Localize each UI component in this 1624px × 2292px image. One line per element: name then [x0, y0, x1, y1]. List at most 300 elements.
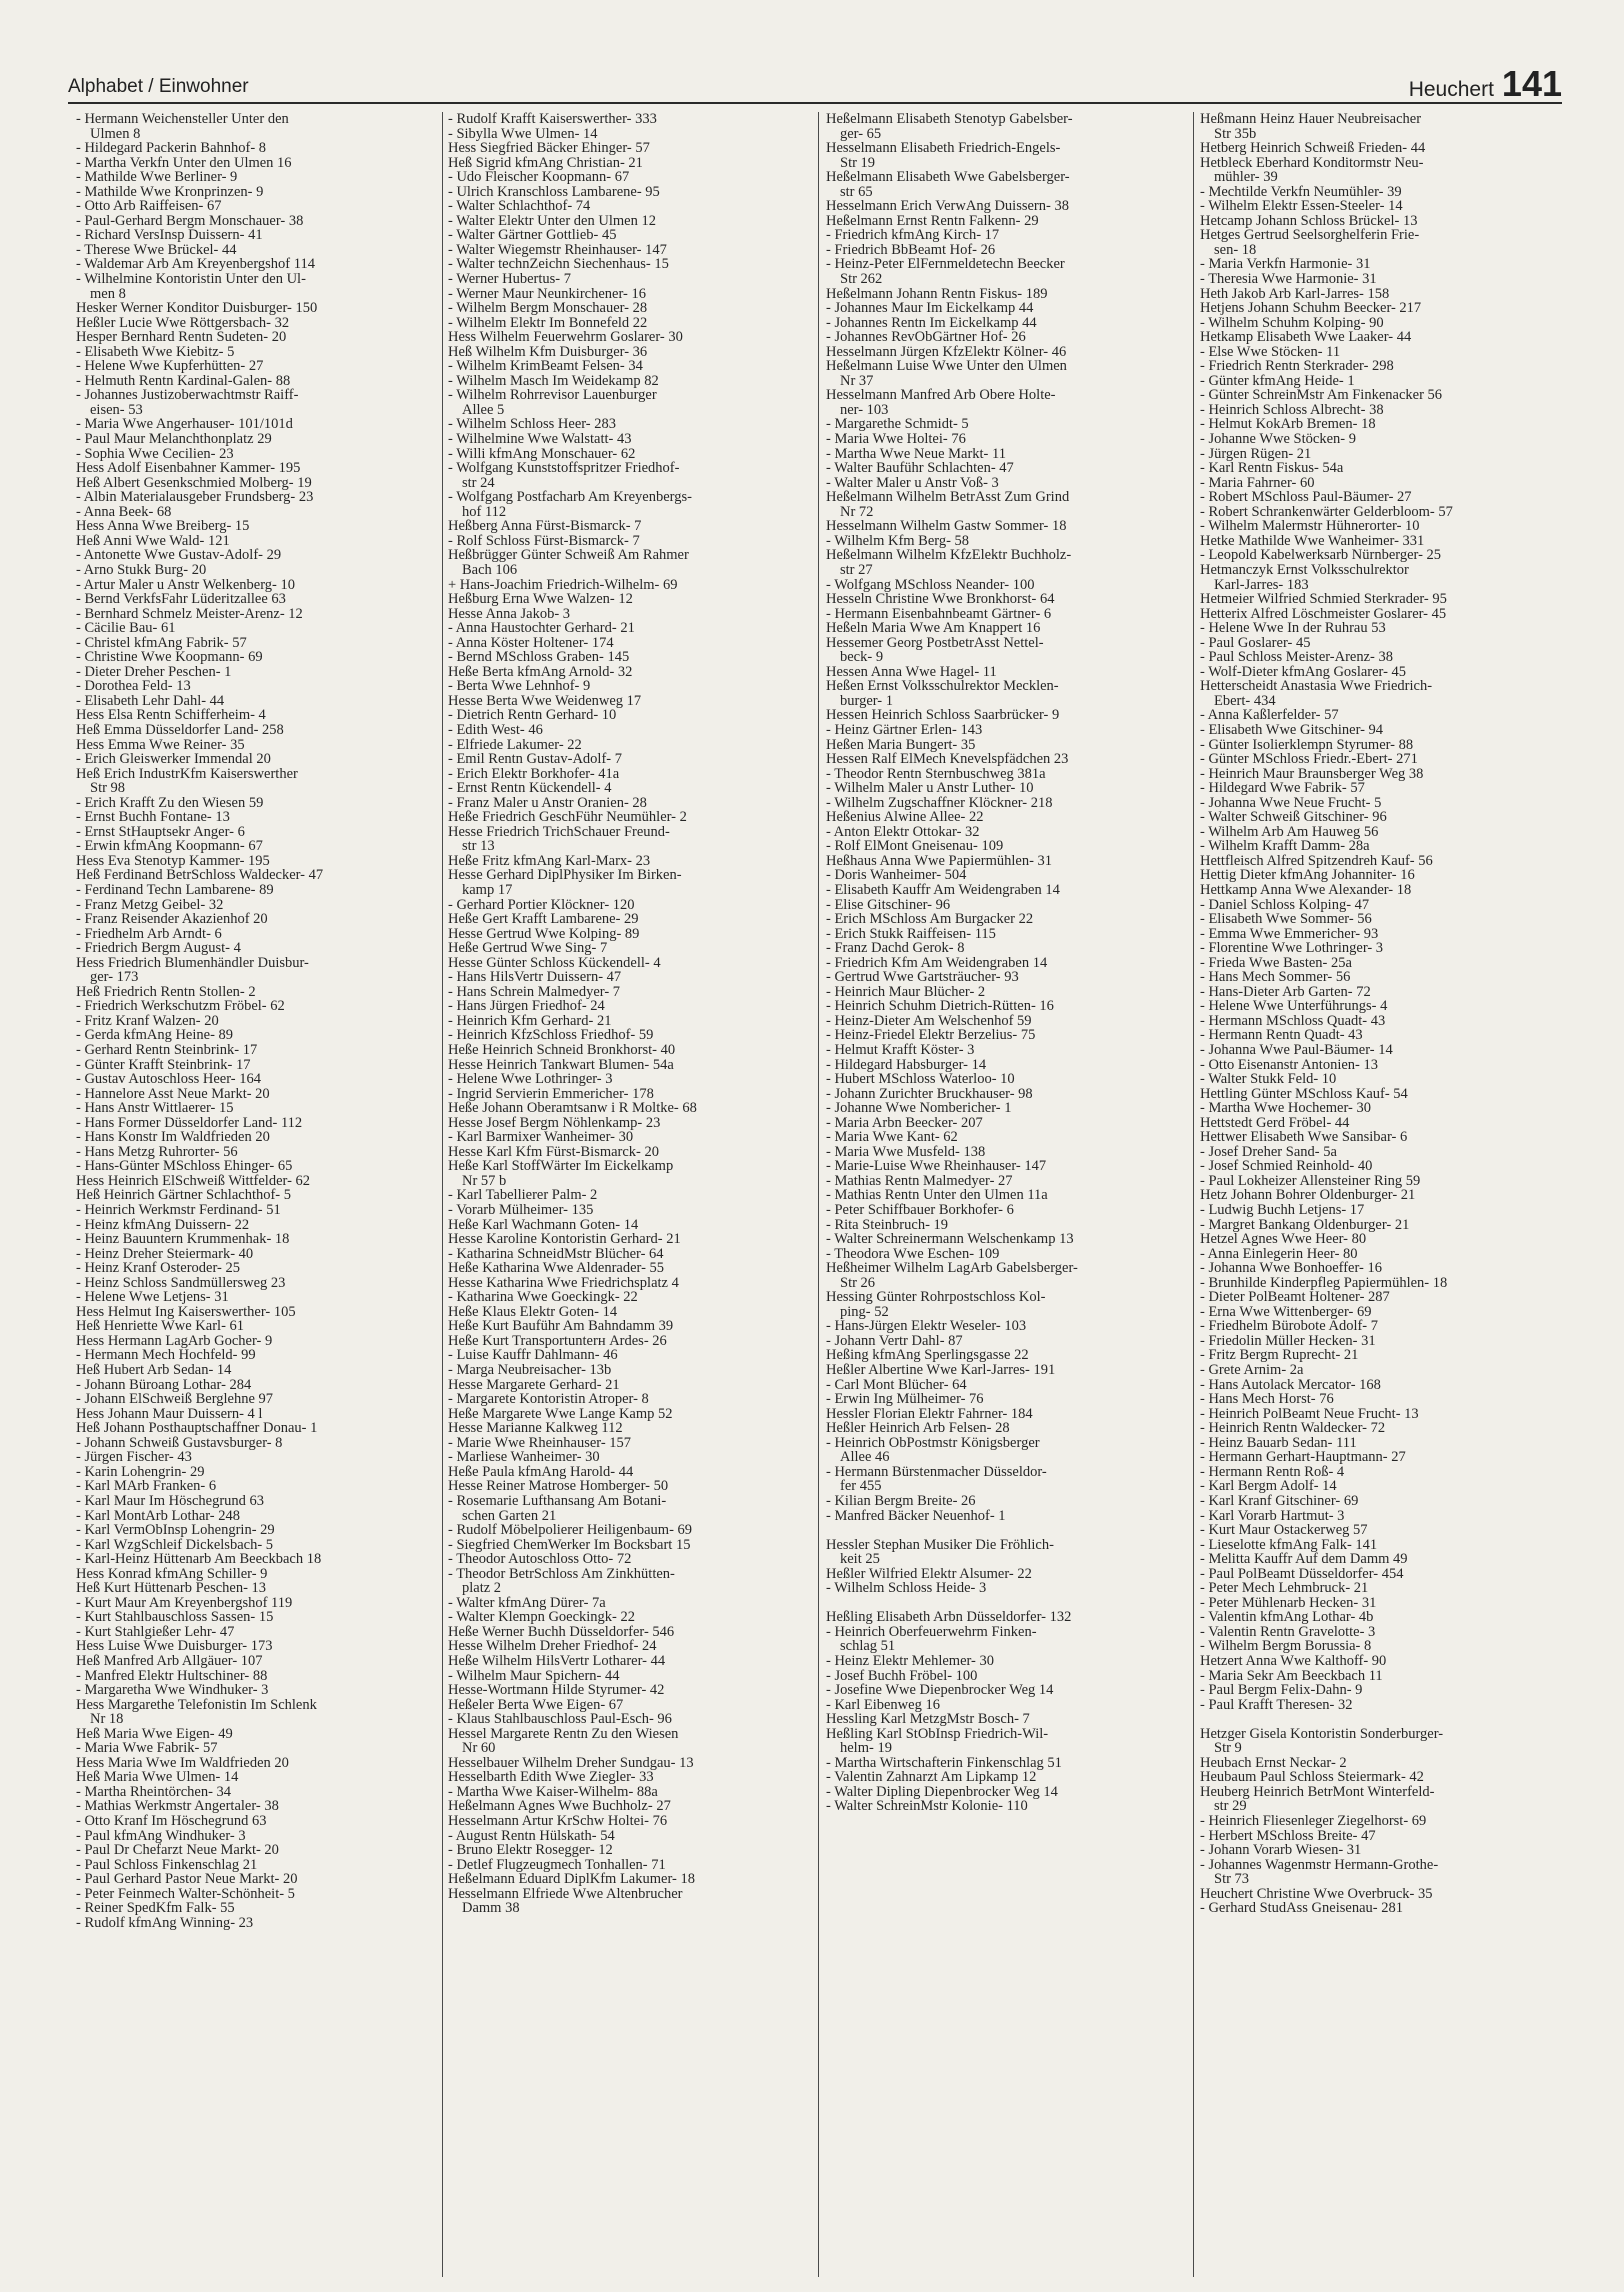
directory-entry: Hetbleck Eberhard Konditormstr Neu-	[1200, 155, 1424, 171]
directory-entry: - Josefine Wwe Diepenbrocker Weg 14	[826, 1683, 1054, 1698]
directory-entry: - Willi kfmAng Monschauer- 62	[448, 446, 636, 462]
directory-entry: - Detlef Flugzeugmech Tonhallen- 71	[448, 1857, 666, 1873]
directory-entry: - Hans-Jürgen Elektr Weseler- 103	[826, 1319, 1027, 1334]
directory-entry: Hesse Reiner Matrose Homberger- 50	[448, 1479, 669, 1494]
directory-entry: - Rita Steinbruch- 19	[826, 1217, 949, 1233]
directory-entry: - Ulrich Kranschloss Lambarene- 95	[448, 184, 660, 200]
entry-continuation: Bach 106	[462, 562, 518, 578]
entry-continuation: Str 262	[840, 272, 883, 287]
directory-entry: - Katharina Wwe Goeckingk- 22	[448, 1290, 638, 1305]
directory-entry: Heubaum Paul Schloss Steiermark- 42	[1200, 1770, 1424, 1785]
directory-entry: Heßmann Heinz Hauer Neubreisacher	[1200, 112, 1422, 127]
directory-entry: - Herbert MSchloss Breite- 47	[1200, 1828, 1376, 1844]
directory-entry: Heßelmann Johann Rentn Fiskus- 189	[826, 286, 1048, 302]
directory-entry: - Daniel Schloss Kolping- 47	[1200, 897, 1370, 913]
directory-entry: - Ernst Buchh Fontane- 13	[76, 810, 230, 825]
directory-entry: - Sibylla Wwe Ulmen- 14	[448, 126, 598, 142]
directory-entry: Hetkamp Elisabeth Wwe Laaker- 44	[1200, 330, 1412, 345]
directory-entry: Hesselbauer Wilhelm Dreher Sundgau- 13	[448, 1755, 694, 1771]
directory-entry: - Maria Wwe Holtei- 76	[826, 432, 966, 447]
directory-entry: - Karl MArb Franken- 6	[76, 1479, 217, 1494]
directory-entry: Heße Karl StoffWärter Im Eickelkamp	[448, 1159, 674, 1174]
directory-entry: Heßling Elisabeth Arbn Düsseldorfer- 132	[826, 1610, 1072, 1625]
directory-entry: Heß Albert Gesenkschmied Molberg- 19	[76, 475, 312, 491]
directory-entry: - Wilhelm Maler u Anstr Luther- 10	[826, 781, 1034, 796]
directory-entry: Heße Wilhelm HilsVertr Lotharer- 44	[448, 1653, 666, 1669]
directory-entry: - Doris Wanheimer- 504	[826, 868, 967, 883]
directory-entry: - Günter Isolierklempn Styrumer- 88	[1200, 737, 1414, 753]
directory-entry: - Franz Reisender Akazienhof 20	[76, 912, 268, 927]
directory-entry: - Anton Elektr Ottokar- 32	[826, 824, 980, 840]
directory-entry: - Hans Mech Sommer- 56	[1200, 970, 1351, 985]
directory-entry: + Hans-Joachim Friedrich-Wilhelm- 69	[448, 577, 678, 593]
directory-entry: - Ingrid Servierin Emmericher- 178	[448, 1086, 654, 1102]
directory-entry: Hesselmann Manfred Arb Obere Holte-	[826, 388, 1056, 403]
directory-entry: Hesker Werner Konditor Duisburger- 150	[76, 301, 318, 316]
directory-entry: - Valentin Zahnarzt Am Lipkamp 12	[826, 1770, 1037, 1785]
directory-entry: - Wilhelmine Wwe Walstatt- 43	[448, 432, 632, 447]
directory-entry: Hesselmann Artur KrSchw Holtei- 76	[448, 1813, 668, 1829]
entry-continuation: schlag 51	[840, 1639, 896, 1654]
directory-entry: - Martha Rheintörchen- 34	[76, 1784, 232, 1800]
entry-continuation: Karl-Jarres- 183	[1214, 577, 1309, 593]
directory-entry: - Rudolf Krafft Kaiserswerther- 333	[448, 112, 657, 127]
directory-entry: - Hermann Rentn Roß- 4	[1200, 1464, 1345, 1480]
directory-entry: - Martha Wwe Kaiser-Wilhelm- 88a	[448, 1784, 658, 1800]
directory-entry: - Mathias Rentn Malmedyer- 27	[826, 1173, 1013, 1189]
directory-entry: - Hubert MSchloss Waterloo- 10	[826, 1072, 1015, 1087]
directory-entry: - Bernhard Schmelz Meister-Arenz- 12	[76, 606, 303, 622]
directory-entry: Heßburg Erna Wwe Walzen- 12	[448, 592, 633, 607]
directory-entry: Hessling Karl MetzgMstr Bosch- 7	[826, 1712, 1030, 1727]
directory-entry: - Johann Schweiß Gustavsburger- 8	[76, 1435, 283, 1451]
directory-entry: - Maria Arbn Beecker- 207	[826, 1115, 983, 1131]
directory-entry: - Mathias Rentn Unter den Ulmen 11a	[826, 1188, 1048, 1204]
directory-entry: - Erich Krafft Zu den Wiesen 59	[76, 795, 264, 811]
directory-entry: - Therese Wwe Brückel- 44	[76, 242, 237, 258]
entry-continuation: Str 19	[840, 155, 876, 171]
directory-entry: - Erna Wwe Wittenberger- 69	[1200, 1304, 1372, 1320]
directory-entry: - Theresia Wwe Harmonie- 31	[1200, 272, 1377, 287]
directory-entry: - Richard VersInsp Duissern- 41	[76, 228, 263, 243]
entry-continuation: str 65	[840, 184, 873, 200]
directory-entry: - Wilhelm Rohrrevisor Lauenburger	[448, 388, 657, 403]
directory-entry: - Anna Köster Holtener- 174	[448, 635, 614, 651]
directory-entry: - Dieter Dreher Peschen- 1	[76, 664, 232, 680]
entry-continuation: keit 25	[840, 1552, 880, 1567]
directory-entry: Hesse Gertrud Wwe Kolping- 89	[448, 926, 640, 942]
directory-entry: - Günter SchreinMstr Am Finkenacker 56	[1200, 388, 1443, 403]
entry-continuation: Str 35b	[1214, 126, 1257, 142]
directory-entry: - Emma Wwe Emmericher- 93	[1200, 926, 1379, 942]
directory-entry: Heße Fritz kfmAng Karl-Marx- 23	[448, 853, 651, 869]
directory-entry: Heße Margarete Wwe Lange Kamp 52	[448, 1406, 673, 1422]
directory-entry: Heße Johann Oberamtsanw i R Moltke- 68	[448, 1101, 697, 1116]
directory-entry: - Elisabeth Wwe Kiebitz- 5	[76, 344, 235, 360]
directory-entry: - Hans-Günter MSchloss Ehinger- 65	[76, 1159, 293, 1174]
directory-entry: - Wolf-Dieter kfmAng Goslarer- 45	[1200, 664, 1407, 680]
directory-entry: - Helene Wwe In der Ruhrau 53	[1200, 621, 1386, 636]
directory-entry: - Peter Schiffbauer Borkhofer- 6	[826, 1203, 1014, 1218]
directory-entry: - Theodor Rentn Sternbuschweg 381a	[826, 766, 1046, 782]
entry-continuation: Allee 5	[462, 402, 505, 418]
directory-entry: - Walter Stukk Feld- 10	[1200, 1072, 1337, 1087]
directory-entry: - Walter Schreinermann Welschenkamp 13	[826, 1232, 1074, 1247]
directory-entry: - Heinrich Schloss Albrecht- 38	[1200, 402, 1384, 418]
directory-entry: Hesse Günter Schloss Kückendell- 4	[448, 955, 661, 971]
entry-continuation: ping- 52	[840, 1304, 889, 1320]
directory-entry: - Johann Büroang Lothar- 284	[76, 1377, 252, 1393]
directory-entry: - Karl VermObInsp Lohengrin- 29	[76, 1523, 275, 1538]
directory-entry: - Wilhelm Malermstr Hühnerorter- 10	[1200, 519, 1420, 534]
directory-entry: - Manfred Elektr Hultschiner- 88	[76, 1668, 268, 1684]
directory-entry: - Karl Bergm Adolf- 14	[1200, 1479, 1337, 1494]
directory-entry: - Friedrich Bergm August- 4	[76, 941, 241, 956]
directory-entry: Heße Gert Krafft Lambarene- 29	[448, 912, 639, 927]
directory-entry: - Marga Neubreisacher- 13b	[448, 1363, 612, 1378]
directory-entry: - Reiner SpedKfm Falk- 55	[76, 1901, 235, 1916]
directory-entry: - Carl Mont Blücher- 64	[826, 1377, 967, 1393]
directory-entry: - Franz Metzg Geibel- 32	[76, 897, 224, 913]
directory-entry: - Hermann Bürstenmacher Düsseldor-	[826, 1464, 1047, 1480]
directory-column-1	[76, 112, 440, 2282]
directory-entry: Heße Katharina Wwe Aldenrader- 55	[448, 1261, 665, 1276]
directory-entry: Hessler Florian Elektr Fahrner- 184	[826, 1406, 1033, 1422]
directory-entry: - Theodora Wwe Eschen- 109	[826, 1246, 1000, 1262]
directory-entry: - Friedrich kfmAng Kirch- 17	[826, 228, 1000, 243]
directory-entry: - Elisabeth Wwe Sommer- 56	[1200, 912, 1372, 927]
directory-entry: Heß Manfred Arb Allgäuer- 107	[76, 1653, 263, 1669]
directory-entry: Hetke Mathilde Wwe Wanheimer- 331	[1200, 533, 1425, 549]
directory-entry: - Walter Gärtner Gottlieb- 45	[448, 228, 617, 243]
directory-entry: - Gustav Autoschloss Heer- 164	[76, 1072, 261, 1087]
directory-entry: Hesse Karoline Kontoristin Gerhard- 21	[448, 1232, 681, 1247]
directory-entry: Heubach Ernst Neckar- 2	[1200, 1755, 1347, 1771]
directory-entry: Heße Kurt Bauführ Am Bahndamm 39	[448, 1319, 674, 1334]
directory-entry: - Hildegard Packerin Bahnhof- 8	[76, 141, 267, 156]
directory-entry: - Karin Lohengrin- 29	[76, 1464, 205, 1480]
directory-entry: - Heinrich KfzSchloss Friedhof- 59	[448, 1028, 654, 1043]
directory-entry: - Kurt Maur Am Kreyenbergshof 119	[76, 1595, 293, 1611]
directory-entry: - Erich Gleiswerker Immendal 20	[76, 752, 271, 767]
directory-entry: Hesse Marianne Kalkweg 112	[448, 1421, 623, 1436]
directory-entry: Heuberg Heinrich BetrMont Winterfeld-	[1200, 1784, 1435, 1800]
directory-entry: Hesse Friedrich TrichSchauer Freund-	[448, 824, 670, 840]
directory-entry: - Walter Schlachthof- 74	[448, 199, 591, 214]
directory-entry: Hesse Karl Kfm Fürst-Bismarck- 20	[448, 1144, 660, 1160]
entry-continuation: str 13	[462, 839, 495, 854]
directory-entry: - Hans Autolack Mercator- 168	[1200, 1377, 1381, 1393]
directory-entry: Hess Konrad kfmAng Schiller- 9	[76, 1566, 268, 1582]
directory-entry: - Walter Klempn Goeckingk- 22	[448, 1610, 636, 1625]
directory-entry: - Hannelore Asst Neue Markt- 20	[76, 1086, 270, 1102]
directory-entry: Heße Gertrud Wwe Sing- 7	[448, 941, 608, 956]
directory-entry: - Edith West- 46	[448, 722, 543, 738]
directory-entry	[826, 1596, 1192, 1611]
directory-entry: - Gerhard StudAss Gneisenau- 281	[1200, 1901, 1403, 1916]
directory-entry: Heßler Albertine Wwe Karl-Jarres- 191	[826, 1363, 1056, 1378]
directory-entry: - Wilhelmine Kontoristin Unter den Ul-	[76, 272, 306, 287]
directory-entry: - Melitta Kauffr Auf dem Damm 49	[1200, 1552, 1408, 1567]
directory-entry: - Theodor Autoschloss Otto- 72	[448, 1552, 632, 1567]
directory-entry: - Anna Beek- 68	[76, 504, 172, 520]
directory-entry: - Mathilde Wwe Berliner- 9	[76, 170, 238, 185]
directory-entry: - Johannes RevObGärtner Hof- 26	[826, 330, 1026, 345]
directory-entry: - Walter Maler u Anstr Voß- 3	[826, 475, 999, 491]
entry-continuation: Str 9	[1214, 1741, 1242, 1756]
directory-entry: - Walter Wiegemstr Rheinhauser- 147	[448, 242, 667, 258]
directory-entry: - Rosemarie Lufthansang Am Botani-	[448, 1493, 667, 1509]
entry-continuation: Str 73	[1214, 1872, 1250, 1887]
directory-entry: - Valentin kfmAng Lothar- 4b	[1200, 1610, 1374, 1625]
directory-entry: - Heinz Bauuntern Krummenhak- 18	[76, 1232, 290, 1247]
directory-entry: - Else Wwe Stöcken- 11	[1200, 344, 1341, 360]
directory-entry: - Hermann Rentn Quadt- 43	[1200, 1028, 1363, 1043]
directory-entry: - Kurt Stahlbauschloss Sassen- 15	[76, 1610, 274, 1625]
directory-entry: Heßheimer Wilhelm LagArb Gabelsberger-	[826, 1261, 1078, 1276]
running-headword: Heuchert	[1408, 78, 1494, 101]
directory-entry: Heßeler Berta Wwe Eigen- 67	[448, 1697, 624, 1713]
directory-entry: Heßeln Maria Wwe Am Knappert 16	[826, 621, 1041, 636]
directory-entry: - Jürgen Rügen- 21	[1200, 446, 1312, 462]
directory-entry: - August Rentn Hülskath- 54	[448, 1828, 615, 1844]
directory-entry: Hesse Wilhelm Dreher Friedhof- 24	[448, 1639, 657, 1654]
directory-entry: - Hermann Mech Hochfeld- 99	[76, 1348, 256, 1364]
directory-entry: Hesse Katharina Wwe Friedrichsplatz 4	[448, 1275, 679, 1291]
directory-entry: Hetterix Alfred Löschmeister Goslarer- 45	[1200, 606, 1447, 622]
directory-entry: Heß Ferdinand BetrSchloss Waldecker- 47	[76, 868, 324, 883]
directory-entry: - Mathilde Wwe Kronprinzen- 9	[76, 184, 264, 200]
directory-entry: - Friedrich BbBeamt Hof- 26	[826, 242, 996, 258]
directory-entry: Heß Kurt Hüttenarb Peschen- 13	[76, 1581, 267, 1596]
directory-entry: - Kilian Bergm Breite- 26	[826, 1493, 976, 1509]
directory-entry: - Anna Haustochter Gerhard- 21	[448, 621, 635, 636]
directory-entry: - Hans Schrein Malmedyer- 7	[448, 984, 621, 1000]
directory-entry: - Hans Metzg Ruhrorter- 56	[76, 1144, 238, 1160]
directory-entry: - Fritz Kranf Walzen- 20	[76, 1013, 219, 1029]
directory-entry: Heßen Ernst Volksschulrektor Mecklen-	[826, 679, 1059, 694]
directory-entry: - Karl Barmixer Wanheimer- 30	[448, 1130, 634, 1145]
directory-entry: - Johann ElSchweiß Berglehne 97	[76, 1392, 274, 1407]
directory-entry: - Paul Dr Chefarzt Neue Markt- 20	[76, 1843, 279, 1858]
directory-entry: Hesse Heinrich Tankwart Blumen- 54a	[448, 1057, 674, 1073]
directory-entry: Heßberg Anna Fürst-Bismarck- 7	[448, 519, 642, 534]
directory-entry: Hetzel Agnes Wwe Heer- 80	[1200, 1232, 1367, 1247]
directory-entry: Hettig Dieter kfmAng Johanniter- 16	[1200, 868, 1415, 883]
entry-continuation: eisen- 53	[90, 402, 143, 418]
directory-entry: - Elisabeth Kauffr Am Weidengraben 14	[826, 882, 1060, 898]
directory-entry: - Ernst Rentn Kückendell- 4	[448, 781, 612, 796]
directory-entry: - Karl Eibenweg 16	[826, 1697, 940, 1713]
directory-entry: - Hildegard Habsburger- 14	[826, 1057, 987, 1073]
directory-entry: Heßelmann Eduard DiplKfm Lakumer- 18	[448, 1872, 695, 1887]
directory-entry: - Elisabeth Wwe Gitschiner- 94	[1200, 722, 1384, 738]
directory-entry: - Peter Mech Lehmbruck- 21	[1200, 1581, 1369, 1596]
directory-entry: Heuchert Christine Wwe Overbruck- 35	[1200, 1886, 1433, 1902]
directory-entry: - Josef Buchh Fröbel- 100	[826, 1668, 978, 1684]
directory-entry	[1200, 1712, 1566, 1727]
directory-entry: Heßbrügger Günter Schweiß Am Rahmer	[448, 548, 689, 563]
directory-entry: - Wilhelm Masch Im Weidekamp 82	[448, 373, 659, 389]
entry-continuation: kamp 17	[462, 882, 513, 898]
directory-entry: - Hans Anstr Wittlaerer- 15	[76, 1101, 234, 1116]
column-divider	[442, 112, 443, 2277]
directory-entry: Heß Friedrich Rentn Stollen- 2	[76, 984, 256, 1000]
directory-entry: - Johann Vorarb Wiesen- 31	[1200, 1843, 1362, 1858]
directory-entry: - Otto Arb Raiffeisen- 67	[76, 199, 222, 214]
directory-entry: - Paul Schloss Finkenschlag 21	[76, 1857, 258, 1873]
directory-entry: - Heinz kfmAng Duissern- 22	[76, 1217, 250, 1233]
directory-entry: Hessler Stephan Musiker Die Fröhlich-	[826, 1537, 1054, 1553]
directory-entry: - Walter kfmAng Dürer- 7a	[448, 1595, 606, 1611]
directory-entry: - Paul Goslarer- 45	[1200, 635, 1311, 651]
directory-entry: - Walter Dipling Diepenbrocker Weg 14	[826, 1784, 1058, 1800]
directory-entry: - Günter Krafft Steinbrink- 17	[76, 1057, 251, 1073]
directory-entry: - Wilhelm Krafft Damm- 28a	[1200, 839, 1370, 854]
directory-entry: - Maria Wwe Musfeld- 138	[826, 1144, 986, 1160]
directory-entry: Hess Wilhelm Feuerwehrm Goslarer- 30	[448, 330, 683, 345]
directory-entry: Hessen Heinrich Schloss Saarbrücker- 9	[826, 708, 1060, 723]
directory-entry: Heße Kurt Transportunterн Ardes- 26	[448, 1333, 667, 1349]
directory-entry: - Friedrich Rentn Sterkrader- 298	[1200, 359, 1394, 374]
section-title: Alphabet / Einwohner	[68, 76, 249, 97]
directory-entry: - Karl Kranf Gitschiner- 69	[1200, 1493, 1359, 1509]
entry-continuation: Damm 38	[462, 1901, 520, 1916]
directory-entry: - Christine Wwe Koopmann- 69	[76, 650, 263, 665]
directory-entry: Heßing kfmAng Sperlingsgasse 22	[826, 1348, 1029, 1364]
entry-continuation: schen Garten 21	[462, 1508, 557, 1524]
directory-entry: - Wolfgang Postfacharb Am Kreyenbergs-	[448, 490, 692, 505]
directory-entry: Hetcamp Johann Schloss Brückel- 13	[1200, 213, 1418, 229]
directory-entry: - Cäcilie Bau- 61	[76, 621, 176, 636]
directory-entry: - Johannes Justizoberwachtmstr Raiff-	[76, 388, 299, 403]
directory-entry: Heß Wilhelm Kfm Duisburger- 36	[448, 344, 648, 360]
directory-entry: - Karl MontArb Lothar- 248	[76, 1508, 241, 1524]
directory-entry: Heßelmann Elisabeth Stenotyp Gabelsber-	[826, 112, 1073, 127]
directory-entry: Heßler Wilfried Elektr Alsumer- 22	[826, 1566, 1032, 1582]
directory-entry: - Helmut Krafft Köster- 3	[826, 1043, 975, 1058]
directory-entry: - Heinrich Rentn Waldecker- 72	[1200, 1421, 1386, 1436]
directory-entry: - Wilhelm Arb Am Hauweg 56	[1200, 824, 1379, 840]
directory-entry: Heße Friedrich GeschFühr Neumühler- 2	[448, 810, 687, 825]
directory-entry: Heß Henriette Wwe Karl- 61	[76, 1319, 245, 1334]
directory-entry: - Wilhelm Bergm Monschauer- 28	[448, 301, 648, 316]
directory-entry: - Heinrich PolBeamt Neue Frucht- 13	[1200, 1406, 1419, 1422]
entry-continuation: Allee 46	[840, 1450, 890, 1465]
directory-entry: - Emil Rentn Gustav-Adolf- 7	[448, 752, 622, 767]
entry-continuation: Nr 18	[90, 1712, 124, 1727]
directory-entry: - Paul kfmAng Windhuker- 3	[76, 1828, 246, 1844]
directory-entry: Hess Adolf Eisenbahner Kammer- 195	[76, 461, 301, 476]
directory-entry: - Waldemar Arb Am Kreyenbergshof 114	[76, 257, 315, 273]
directory-entry: - Bruno Elektr Rosegger- 12	[448, 1843, 613, 1858]
directory-entry: - Helmuth Rentn Kardinal-Galen- 88	[76, 373, 291, 389]
directory-entry: - Maria Wwe Angerhauser- 101/101d	[76, 417, 293, 433]
directory-entry: - Rolf ElMont Gneisenau- 109	[826, 839, 1004, 854]
directory-entry: - Marie Wwe Rheinhauser- 157	[448, 1435, 632, 1451]
directory-entry: - Margarete Kontoristin Atroper- 8	[448, 1392, 649, 1407]
entry-continuation: Nr 60	[462, 1741, 496, 1756]
directory-entry: - Werner Maur Neunkirchener- 16	[448, 286, 646, 302]
directory-entry: - Ernst StHauptsekr Anger- 6	[76, 824, 245, 840]
directory-entry: - Friedrich Kfm Am Weidengraben 14	[826, 955, 1048, 971]
directory-entry: Heße Werner Buchh Düsseldorfer- 546	[448, 1624, 675, 1640]
directory-entry: Heß Maria Wwe Eigen- 49	[76, 1726, 233, 1742]
directory-entry: Hess Hermann LagArb Gocher- 9	[76, 1333, 273, 1349]
directory-entry: - Heinz Dreher Steiermark- 40	[76, 1246, 254, 1262]
directory-entry: Heße Heinrich Schneid Bronkhorst- 40	[448, 1043, 676, 1058]
directory-entry: Hess Anna Wwe Breiberg- 15	[76, 519, 250, 534]
directory-entry: - Johanna Wwe Paul-Bäumer- 14	[1200, 1043, 1393, 1058]
directory-entry: Heß Emma Düsseldorfer Land- 258	[76, 722, 284, 738]
directory-entry: - Hans Former Düsseldorfer Land- 112	[76, 1115, 303, 1131]
directory-entry: - Christel kfmAng Fabrik- 57	[76, 635, 247, 651]
entry-continuation: platz 2	[462, 1581, 502, 1596]
directory-entry: - Gerhard Portier Klöckner- 120	[448, 897, 635, 913]
directory-entry: - Heinrich Maur Blücher- 2	[826, 984, 986, 1000]
directory-entry: Heß Anni Wwe Wald- 121	[76, 533, 230, 549]
directory-entry: - Wilhelm Bergm Borussia- 8	[1200, 1639, 1372, 1654]
directory-entry: - Wilhelm Maur Spichern- 44	[448, 1668, 620, 1684]
directory-entry: - Maria Sekr Am Beeckbach 11	[1200, 1668, 1383, 1684]
directory-entry: - Sophia Wwe Cecilien- 23	[76, 446, 234, 462]
directory-entry: Heß Heinrich Gärtner Schlachthof- 5	[76, 1188, 292, 1204]
directory-entry: - Frieda Wwe Basten- 25a	[1200, 955, 1352, 971]
directory-entry: - Erwin Ing Mülheimer- 76	[826, 1392, 984, 1407]
directory-entry: - Franz Dachd Gerok- 8	[826, 941, 965, 956]
directory-entry: - Hans HilsVertr Duissern- 47	[448, 970, 622, 985]
entry-continuation: Nr 57 b	[462, 1173, 507, 1189]
directory-entry: - Johannes Rentn Im Eickelkamp 44	[826, 315, 1037, 331]
directory-entry: Heß Erich IndustrKfm Kaiserswerther	[76, 766, 298, 782]
directory-entry: Hessel Margarete Rentn Zu den Wiesen	[448, 1726, 679, 1742]
directory-entry: - Heinrich Werkmstr Ferdinand- 51	[76, 1203, 281, 1218]
directory-entry: - Bernd VerkfsFahr Lüderitzallee 63	[76, 592, 286, 607]
directory-entry: Heße Karl Wachmann Goten- 14	[448, 1217, 639, 1233]
directory-entry: Heße Berta kfmAng Arnold- 32	[448, 664, 633, 680]
directory-entry: - Marie-Luise Wwe Rheinhauser- 147	[826, 1159, 1047, 1174]
directory-entry: - Wilhelm Kfm Berg- 58	[826, 533, 970, 549]
directory-entry: - Kurt Maur Ostackerweg 57	[1200, 1523, 1368, 1538]
directory-entry: - Johanna Wwe Neue Frucht- 5	[1200, 795, 1382, 811]
page-number: 141	[1501, 63, 1562, 104]
directory-entry: - Günter MSchloss Friedr.-Ebert- 271	[1200, 752, 1418, 767]
directory-entry: - Karl Rentn Fiskus- 54a	[1200, 461, 1344, 476]
directory-entry: - Rudolf kfmAng Winning- 23	[76, 1915, 254, 1931]
directory-entry: - Walter Schweiß Gitschiner- 96	[1200, 810, 1387, 825]
directory-entry: - Johanne Wwe Stöcken- 9	[1200, 432, 1356, 447]
directory-entry: - Gerda kfmAng Heine- 89	[76, 1028, 234, 1043]
directory-entry: Hetterscheidt Anastasia Wwe Friedrich-	[1200, 679, 1433, 694]
directory-entry: - Peter Mühlenarb Hecken- 31	[1200, 1595, 1377, 1611]
directory-entry: - Erich Stukk Raiffeisen- 115	[826, 926, 996, 942]
directory-entry: - Manfred Bäcker Neuenhof- 1	[826, 1508, 1006, 1524]
directory-entry: - Hermann MSchloss Quadt- 43	[1200, 1013, 1386, 1029]
directory-entry: Hetzert Anna Wwe Kalthoff- 90	[1200, 1653, 1387, 1669]
entry-continuation: sen- 18	[1214, 242, 1257, 258]
directory-entry: - Paul Krafft Theresen- 32	[1200, 1697, 1353, 1713]
directory-entry: - Hermann Weichensteller Unter den	[76, 112, 289, 127]
directory-entry: Hess Maria Wwe Im Waldfrieden 20	[76, 1755, 289, 1771]
directory-entry: Hess Friedrich Blumenhändler Duisbur-	[76, 955, 309, 971]
directory-entry: - Mechtilde Verkfn Neumühler- 39	[1200, 184, 1402, 200]
directory-entry: - Maria Verkfn Harmonie- 31	[1200, 257, 1371, 273]
entry-continuation: mühler- 39	[1214, 170, 1278, 185]
directory-entry: - Rudolf Möbelpolierer Heiligenbaum- 69	[448, 1523, 693, 1538]
directory-entry: Hettkamp Anna Wwe Alexander- 18	[1200, 882, 1412, 898]
directory-entry: Hess Eva Stenotyp Kammer- 195	[76, 853, 270, 869]
directory-entry: - Friedhelm Bürobote Adolf- 7	[1200, 1319, 1379, 1334]
